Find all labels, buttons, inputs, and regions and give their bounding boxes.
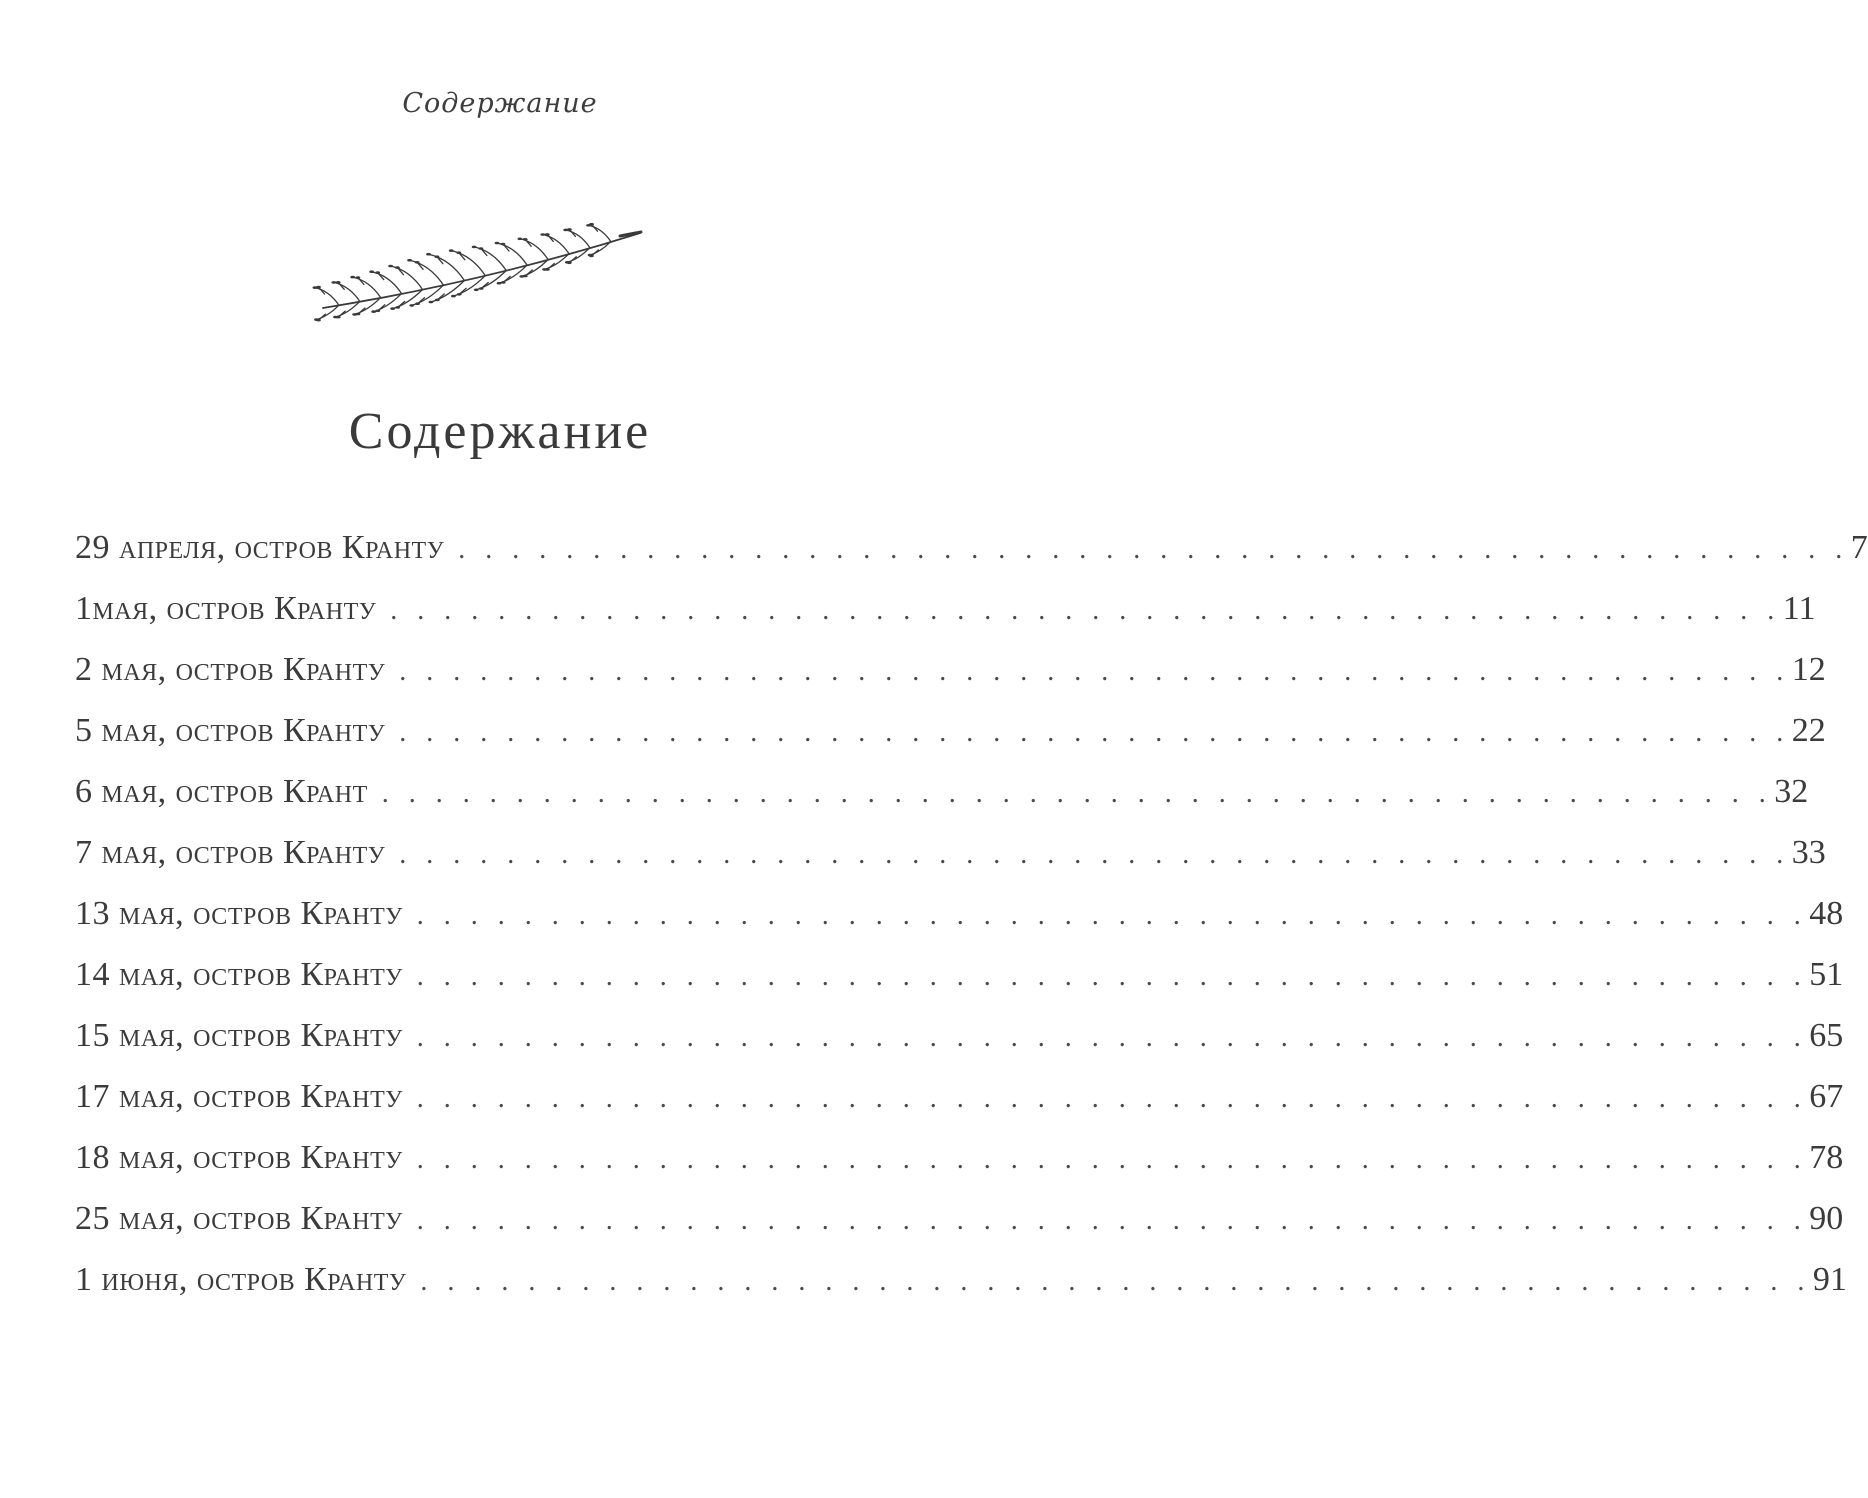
- toc-page-number: 22: [1791, 712, 1826, 749]
- toc-page-number: 32: [1774, 773, 1809, 810]
- toc-entry-title: 1мая, остров Кранту: [75, 590, 377, 627]
- toc-entry-title: 17 мая, остров Кранту: [75, 1078, 403, 1115]
- running-header: Содержание: [402, 88, 598, 119]
- toc-dot-leader: . . . . . . . . . . . . . . . . . . . . . . . . . . . . . . . . . . . . . . . . . . . . . . . . . . . .: [416, 900, 1808, 931]
- toc-page-number: 12: [1791, 651, 1826, 688]
- fern-branch-icon: [315, 200, 645, 330]
- toc-entry-title: 5 мая, остров Кранту: [75, 712, 386, 749]
- toc-dot-leader: . . . . . . . . . . . . . . . . . . . . . . . . . . . . . . . . . . . . . . . . . . . . . . . . . . . .: [420, 1266, 1811, 1297]
- toc-entry-title: 13 мая, остров Кранту: [75, 895, 403, 932]
- toc-dot-leader: . . . . . . . . . . . . . . . . . . . . . . . . . . . . . . . . . . . . . . . . . . . . . . . . . . . .: [381, 778, 1773, 809]
- toc-page-number: 91: [1812, 1261, 1847, 1298]
- toc-page-number: 90: [1809, 1200, 1844, 1237]
- toc-dot-leader: . . . . . . . . . . . . . . . . . . . . . . . . . . . . . . . . . . . . . . . . . . . . . . . . . . . .: [416, 1144, 1808, 1175]
- toc-entry-title: 15 мая, остров Кранту: [75, 1017, 403, 1054]
- toc-dot-leader: . . . . . . . . . . . . . . . . . . . . . . . . . . . . . . . . . . . . . . . . . . . . . . . . . . . .: [416, 1205, 1808, 1236]
- toc-dot-leader: . . . . . . . . . . . . . . . . . . . . . . . . . . . . . . . . . . . . . . . . . . . . . . . . . . . .: [399, 656, 1790, 687]
- toc-entry-title: 7 мая, остров Кранту: [75, 834, 386, 871]
- toc-page-number: 78: [1809, 1139, 1844, 1176]
- toc-page-number: 33: [1791, 834, 1826, 871]
- toc-entry[interactable]: [75, 517, 1868, 578]
- toc-page-number: 7: [1850, 529, 1868, 566]
- toc-dot-leader: . . . . . . . . . . . . . . . . . . . . . . . . . . . . . . . . . . . . . . . . . . . . . . . . . . . .: [399, 717, 1790, 748]
- toc-entry-title: 18 мая, остров Кранту: [75, 1139, 403, 1176]
- toc-entry[interactable]: [75, 700, 1826, 761]
- toc-entry-title: 2 мая, остров Кранту: [75, 651, 386, 688]
- toc-entry[interactable]: [75, 578, 1816, 639]
- toc-dot-leader: . . . . . . . . . . . . . . . . . . . . . . . . . . . . . . . . . . . . . . . . . . . . . . . . . . . .: [458, 534, 1849, 565]
- toc-entry[interactable]: [75, 639, 1826, 700]
- toc-entry[interactable]: [75, 1005, 1844, 1066]
- toc-entry[interactable]: [75, 822, 1826, 883]
- toc-entry[interactable]: [75, 1066, 1844, 1127]
- toc-page-number: 51: [1809, 956, 1844, 993]
- toc-dot-leader: . . . . . . . . . . . . . . . . . . . . . . . . . . . . . . . . . . . . . . . . . . . . . . . . . . . .: [416, 961, 1808, 992]
- toc-page-number: 11: [1782, 590, 1816, 627]
- toc-entry[interactable]: [75, 944, 1844, 1005]
- toc-entry[interactable]: [75, 1249, 1847, 1310]
- toc-page-number: 48: [1809, 895, 1844, 932]
- toc-entry-title: 29 апреля, остров Кранту: [75, 529, 445, 566]
- toc-dot-leader: . . . . . . . . . . . . . . . . . . . . . . . . . . . . . . . . . . . . . . . . . . . . . . . . . . . .: [416, 1083, 1808, 1114]
- toc-entry-title: 6 мая, остров Крант: [75, 773, 368, 810]
- toc-dot-leader: . . . . . . . . . . . . . . . . . . . . . . . . . . . . . . . . . . . . . . . . . . . . . . . . . . . .: [399, 839, 1790, 870]
- toc-heading: Содержание: [348, 403, 652, 460]
- toc-entry[interactable]: [75, 761, 1809, 822]
- toc-entry[interactable]: [75, 883, 1844, 944]
- toc-entry[interactable]: [75, 1188, 1844, 1249]
- toc-dot-leader: . . . . . . . . . . . . . . . . . . . . . . . . . . . . . . . . . . . . . . . . . . . . . . . . . . . .: [416, 1022, 1808, 1053]
- toc-list: [75, 517, 1868, 1310]
- toc-entry-title: 1 июня, остров Кранту: [75, 1261, 407, 1298]
- toc-entry[interactable]: [75, 1127, 1844, 1188]
- toc-entry-title: 14 мая, остров Кранту: [75, 956, 403, 993]
- toc-page-number: 67: [1809, 1078, 1844, 1115]
- toc-entry-title: 25 мая, остров Кранту: [75, 1200, 403, 1237]
- toc-page-number: 65: [1809, 1017, 1844, 1054]
- toc-dot-leader: . . . . . . . . . . . . . . . . . . . . . . . . . . . . . . . . . . . . . . . . . . . . . . . . . . . .: [390, 595, 1781, 626]
